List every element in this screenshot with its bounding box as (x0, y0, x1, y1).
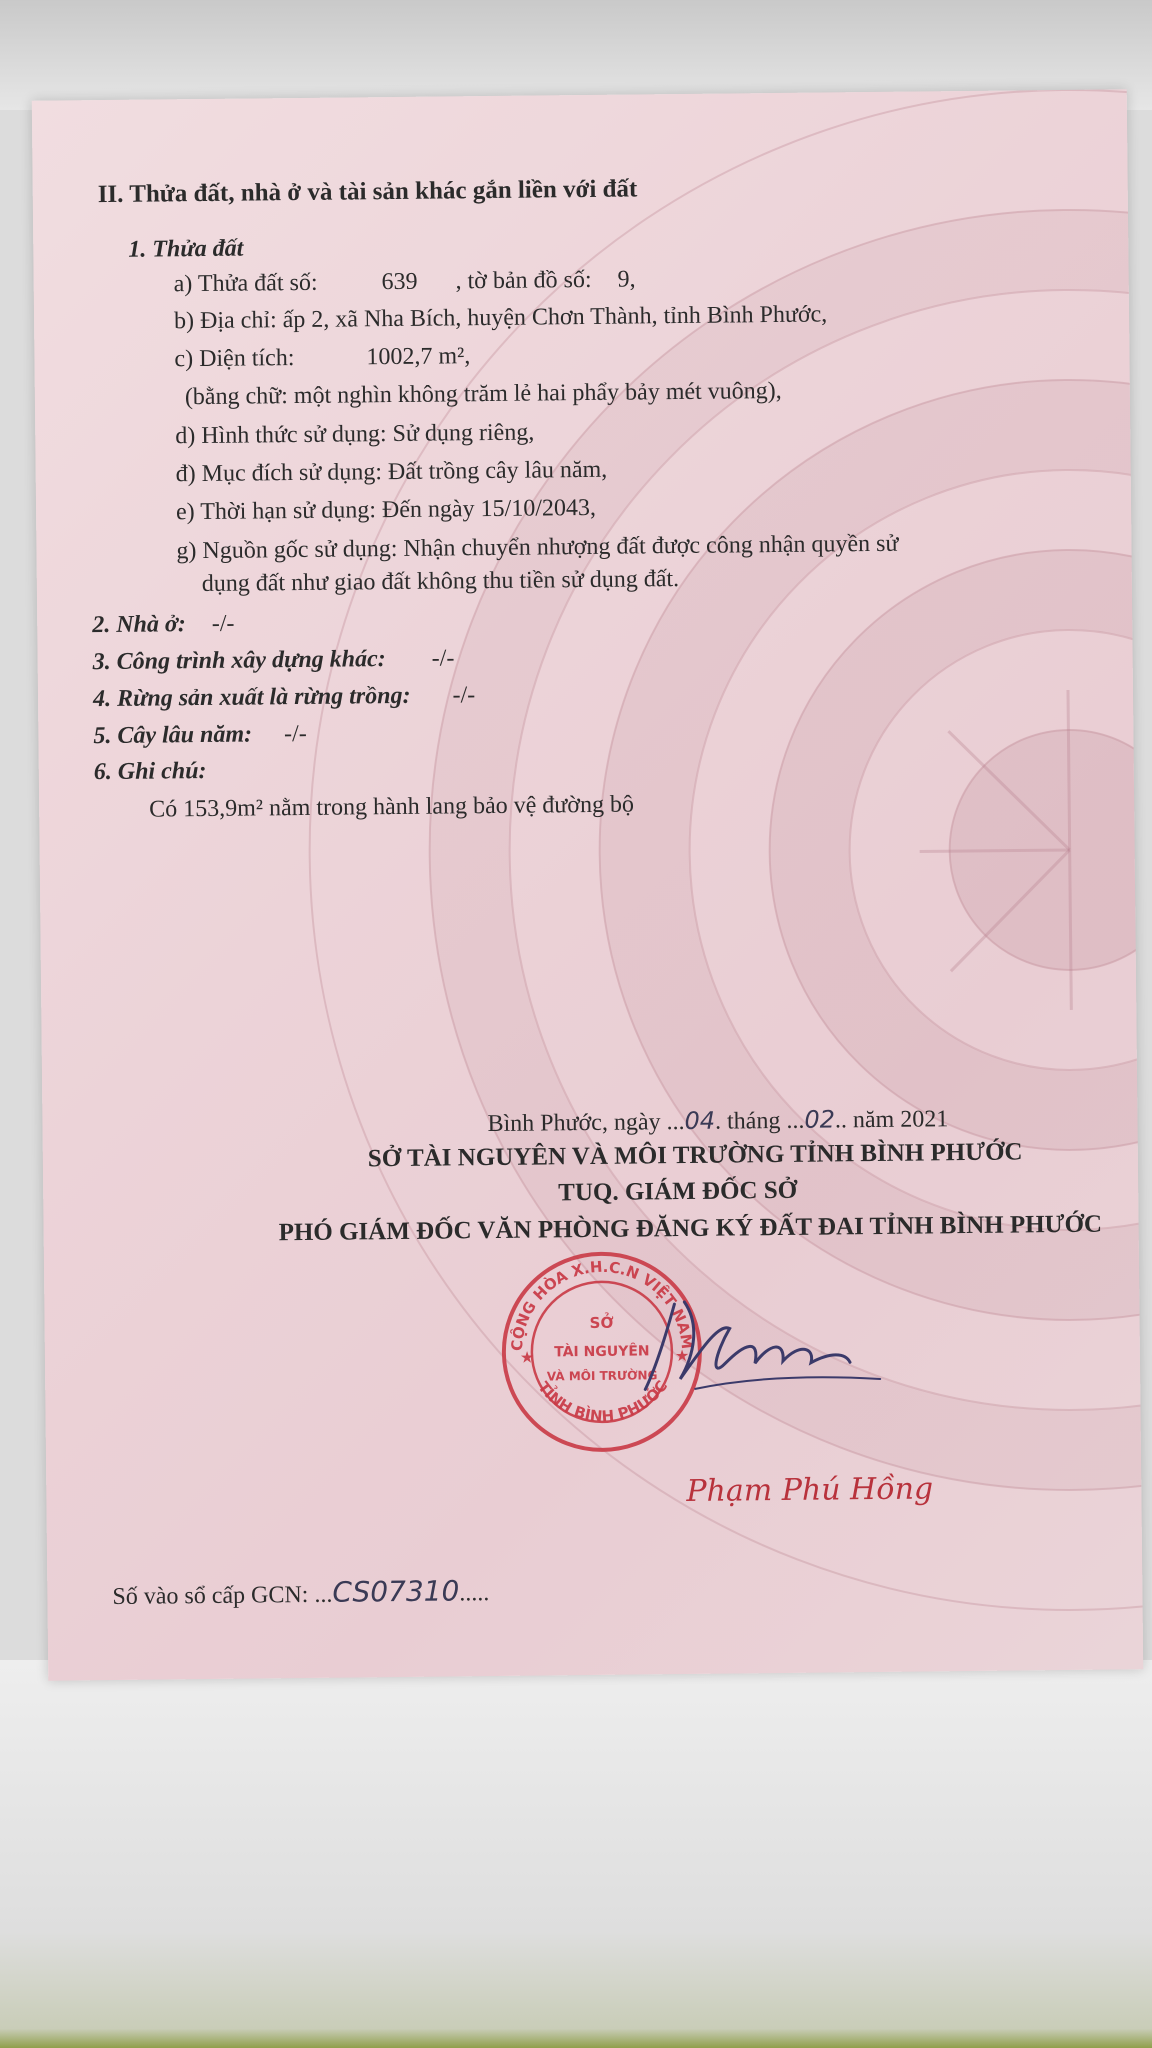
construction-value: -/- (431, 645, 455, 672)
note-label: 6. Ghi chú: (93, 757, 207, 786)
note-text: Có 153,9m² nằm trong hành lang bảo vệ đường bộ (149, 791, 635, 823)
seal-center-line2: TÀI NGUYÊN (554, 1343, 650, 1361)
signer-title: PHÓ GIÁM ĐỐC VĂN PHÒNG ĐĂNG KÝ ĐẤT ĐAI TỈNH BÌNH PHƯỚC (278, 1210, 1103, 1247)
area-line (174, 341, 470, 374)
background-bottom (0, 1660, 1152, 2048)
handwritten-signature (634, 1282, 905, 1405)
house-row (92, 609, 235, 640)
parcel-number: 639 (381, 268, 418, 296)
place-date-line (487, 1103, 948, 1139)
usage-form-line: d) Hình thức sử dụng: Sử dụng riêng, (175, 419, 535, 450)
seal-center-line3: VÀ MÔI TRƯỜNG (546, 1368, 658, 1384)
registry-label: Số vào sổ cấp GCN: ... (112, 1581, 333, 1611)
area-value: 1002,7 m², (366, 343, 471, 371)
year-text: .. năm 2021 (834, 1106, 949, 1134)
parcel-label: a) Thửa đất số: (173, 269, 318, 298)
registry-line (112, 1576, 489, 1612)
address-line: b) Địa chỉ: ấp 2, xã Nha Bích, huyện Chơn Thành, tỉnh Bình Phước, (173, 301, 828, 335)
seal-ring-text: CỘNG HÒA X.H.C.N VIỆT NAM (507, 1257, 697, 1352)
registry-dots: ..... (459, 1580, 490, 1607)
usage-purpose-line: đ) Mục đích sử dụng: Đất trồng cây lâu năm, (175, 456, 608, 488)
place-date-prefix: Bình Phước, ngày ... (487, 1108, 685, 1138)
issuing-org: SỞ TÀI NGUYÊN VÀ MÔI TRƯỜNG TỈNH BÌNH PHƯỚC (367, 1138, 1023, 1173)
perennial-value: -/- (283, 720, 307, 748)
perennial-row (93, 719, 307, 751)
map-number: 9, (617, 266, 636, 293)
seal-star-icon: ★ (674, 1345, 690, 1366)
construction-row (92, 643, 454, 677)
map-label: , tờ bản đồ số: (455, 266, 592, 295)
delegation-line: TUQ. GIÁM ĐỐC SỞ (558, 1176, 798, 1207)
seal-bottom-text: TỈNH BÌNH PHƯỚC (534, 1377, 672, 1426)
land-heading: 1. Thửa đất (128, 235, 244, 263)
date-day: 04 (684, 1106, 716, 1135)
month-prefix: . tháng ... (714, 1107, 805, 1135)
construction-label: 3. Công trình xây dựng khác: (92, 646, 386, 676)
forest-value: -/- (452, 682, 476, 709)
section-heading: II. Thửa đất, nhà ở và tài sản khác gắn liền với đất (97, 175, 638, 209)
forest-row (93, 680, 475, 714)
certificate-page (32, 89, 1143, 1680)
origin-line-1: g) Nguồn gốc sử dụng: Nhận chuyển nhượng đất được công nhận quyền sử (176, 530, 899, 565)
forest-label: 4. Rừng sản xuất là rừng trồng: (92, 682, 411, 713)
house-label: 2. Nhà ở: (92, 611, 186, 639)
seal-star-icon: ★ (519, 1347, 535, 1367)
origin-line-2: dụng đất như giao đất không thu tiền sử dụng đất. (201, 566, 680, 598)
date-month: 02 (804, 1105, 836, 1134)
signer-name: Phạm Phú Hồng (686, 1471, 934, 1509)
house-value: -/- (211, 610, 235, 637)
seal-center-line1: SỞ (589, 1313, 614, 1333)
usage-term-line: e) Thời hạn sử dụng: Đến ngày 15/10/2043, (175, 494, 597, 526)
perennial-label: 5. Cây lâu năm: (93, 721, 253, 750)
area-label: c) Diện tích: (174, 345, 295, 373)
parcel-line (174, 264, 636, 299)
area-in-words: (bằng chữ: một nghìn không trăm lẻ hai phẩy bảy mét vuông), (184, 377, 782, 411)
registry-number: CS07310 (332, 1574, 460, 1609)
